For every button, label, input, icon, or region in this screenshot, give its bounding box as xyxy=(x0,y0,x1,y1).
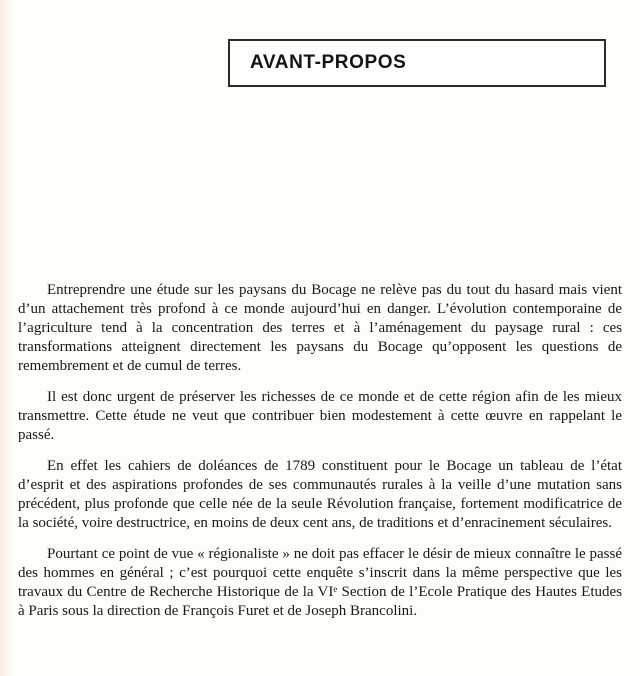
title-box xyxy=(228,39,606,87)
page-binding-edge xyxy=(0,0,12,676)
paragraph-1: Entreprendre une étude sur les paysans du Bocage ne relève pas du tout du hasard mais vient d’un attachement très profond à ce monde aujourd’hui en danger. L’évolution contemporaine de l’agriculture tend à la concentration des terres et à l’aménagement du paysage rural : ces transformations atteignent directement les paysans du Bocage qu’opposent les questions de remembrement et de cumul de terres. xyxy=(18,282,622,374)
paragraph-4: Pourtant ce point de vue « régionaliste » ne doit pas effacer le désir de mieux connaître le passé des hommes en général ; c’est pourquoi cette enquête s’inscrit dans la même perspective que les travaux du Centre de Recherche Historique de la VIᵉ Section de l’Ecole Pratique des Hautes Etudes à Paris sous la direction de François Furet et de Joseph Brancolini. xyxy=(18,546,622,619)
paragraph-3: En effet les cahiers de doléances de 1789 constituent pour le Bocage un tableau de l’état d’esprit et des aspirations profondes de ses communautés rurales à la veille d’une mutation sans précédent, plus profonde que celle née de la seule Révolution française, fortement modificatrice de la société, voire destructrice, en moins de deux cent ans, de traditions et d’enracinement séculaires. xyxy=(18,458,622,531)
paragraph-2: Il est donc urgent de préserver les richesses de ce monde et de cette région afin de les mieux transmettre. Cette étude ne veut que contribuer bien modestement à cette œuvre en rappelant le passé. xyxy=(18,389,622,443)
body-text xyxy=(18,281,622,633)
page-title: AVANT-PROPOS xyxy=(250,52,407,73)
